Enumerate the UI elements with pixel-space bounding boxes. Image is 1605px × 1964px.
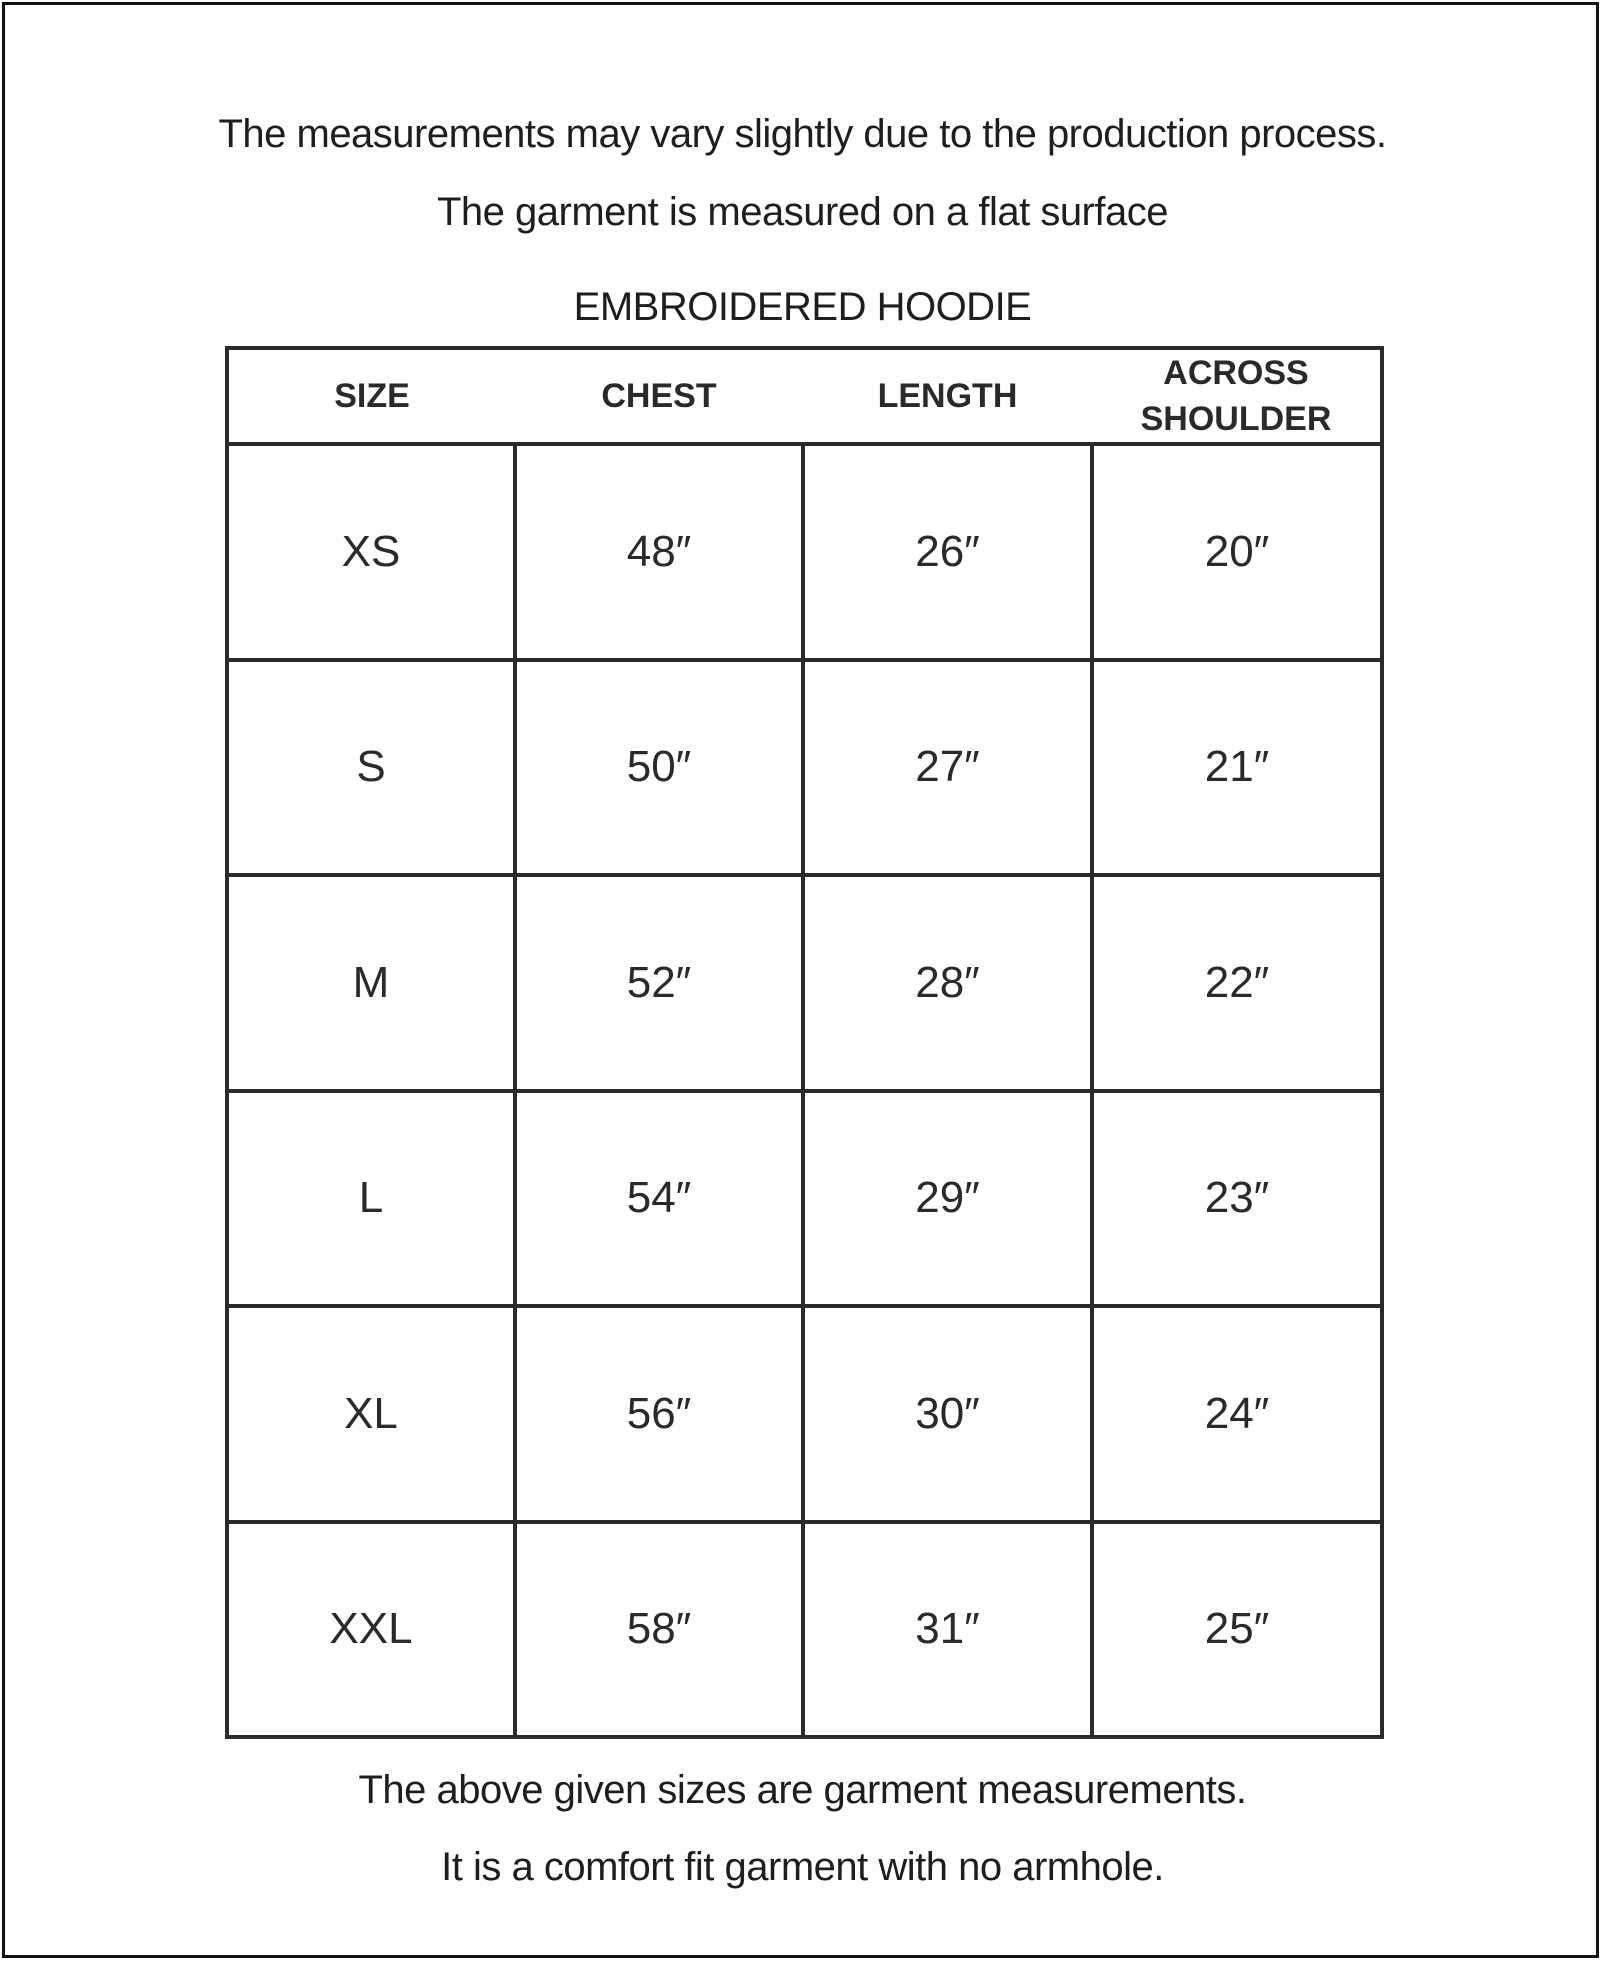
header-length: LENGTH [803,348,1092,444]
cell-chest: 56″ [515,1306,803,1522]
table-row [227,1091,1382,1307]
note-flat-surface: The garment is measured on a flat surface [437,190,1168,234]
table-row [227,660,1382,876]
cell-size: XXL [227,1522,515,1738]
cell-size: M [227,875,515,1091]
cell-across-shoulder: 25″ [1092,1522,1382,1738]
cell-chest: 58″ [515,1522,803,1738]
note-comfort-fit: It is a comfort fit garment with no armhole. [441,1845,1164,1889]
cell-across-shoulder: 24″ [1092,1306,1382,1522]
cell-chest: 50″ [515,660,803,876]
cell-length: 31″ [803,1522,1092,1738]
cell-length: 29″ [803,1091,1092,1307]
header-size: SIZE [227,348,515,444]
header-across-line1: ACROSS [1163,354,1309,392]
table-row [227,444,1382,660]
size-chart-table [225,346,1384,1739]
cell-size: XL [227,1306,515,1522]
header-across-shoulder [1092,348,1382,444]
chart-title: EMBROIDERED HOODIE [573,285,1032,329]
cell-across-shoulder: 20″ [1092,444,1382,660]
cell-size: L [227,1091,515,1307]
cell-chest: 48″ [515,444,803,660]
cell-chest: 52″ [515,875,803,1091]
table-header-row [227,348,1382,444]
cell-chest: 54″ [515,1091,803,1307]
cell-length: 26″ [803,444,1092,660]
cell-across-shoulder: 23″ [1092,1091,1382,1307]
cell-length: 30″ [803,1306,1092,1522]
cell-size: S [227,660,515,876]
cell-across-shoulder: 22″ [1092,875,1382,1091]
header-chest: CHEST [515,348,803,444]
cell-length: 28″ [803,875,1092,1091]
cell-across-shoulder: 21″ [1092,660,1382,876]
header-shoulder-line2: SHOULDER [1140,400,1332,438]
note-garment-measurements: The above given sizes are garment measurements. [358,1768,1247,1812]
note-production-variance: The measurements may vary slightly due to the production process. [218,112,1387,156]
cell-size: XS [227,444,515,660]
cell-length: 27″ [803,660,1092,876]
table-row [227,1522,1382,1738]
table-row [227,875,1382,1091]
table-row [227,1306,1382,1522]
